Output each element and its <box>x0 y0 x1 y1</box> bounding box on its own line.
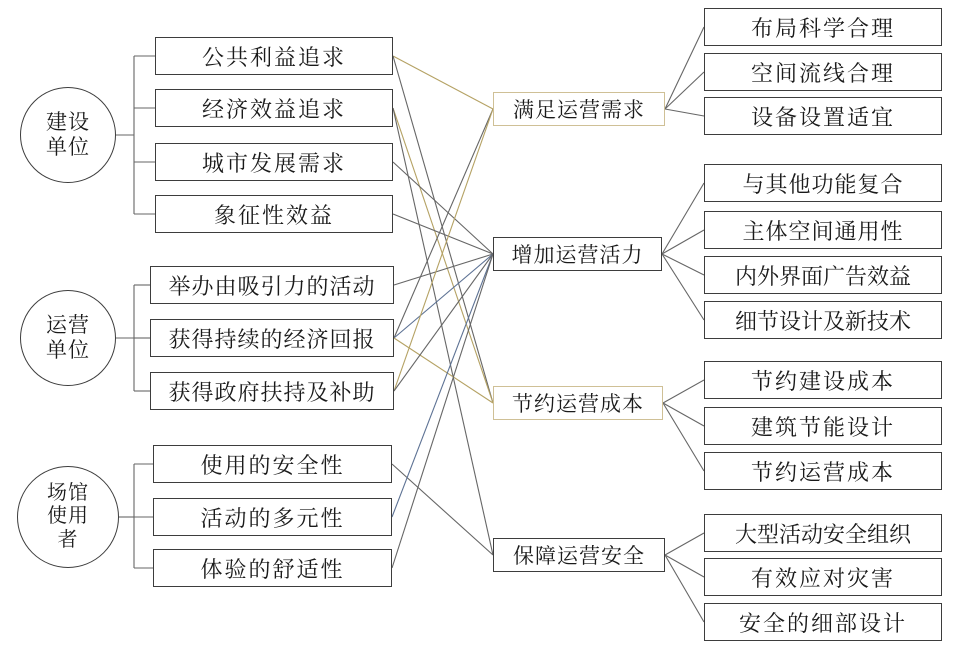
strategy-box-detail-technology: 细节设计及新技术 <box>704 301 942 339</box>
goal-box-meet-operation-needs: 满足运营需求 <box>493 92 665 126</box>
need-box-sustained-returns: 获得持续的经济回报 <box>150 319 394 357</box>
strategy-box-save-construction-cost: 节约建设成本 <box>704 361 942 399</box>
stakeholder-circle-jianshe <box>20 87 116 183</box>
edge-jingji-baozhang <box>393 108 493 555</box>
strategy-box-disaster-response: 有效应对灾害 <box>704 558 942 596</box>
edge-chixu-zengjia <box>394 254 493 338</box>
edge-duoyuan-zengjia <box>392 254 493 517</box>
fan-manzu-r_buju <box>665 27 704 109</box>
fan-zengjia-r_zhuti <box>662 230 704 254</box>
goal-box-ensure-safety: 保障运营安全 <box>493 538 665 572</box>
strategy-box-equipment: 设备设置适宜 <box>704 97 942 135</box>
stakeholder-label-line: 者 <box>57 528 79 551</box>
goal-box-increase-vitality: 增加运营活力 <box>493 237 662 271</box>
need-box-usage-safety: 使用的安全性 <box>153 445 392 483</box>
stakeholder-label-line: 建设 <box>46 110 90 135</box>
edge-zhengfu-manzu <box>394 109 493 391</box>
need-box-symbolic-benefit: 象征性效益 <box>155 195 393 233</box>
need-box-economic-benefit: 经济效益追求 <box>155 89 393 127</box>
strategy-box-safe-details: 安全的细部设计 <box>704 603 942 641</box>
strategy-box-ad-benefit: 内外界面广告效益 <box>704 256 942 294</box>
fan-jieyue-r_jieneng <box>663 403 704 426</box>
strategy-box-scientific-layout: 布局科学合理 <box>704 8 942 46</box>
stakeholder-label-line: 单位 <box>46 135 90 159</box>
strategy-box-circulation: 空间流线合理 <box>704 53 942 91</box>
strategy-box-event-safety-org: 大型活动安全组织 <box>704 514 942 552</box>
need-box-government-support: 获得政府扶持及补助 <box>150 372 394 410</box>
fan-baozhang-r_daxing <box>665 533 704 555</box>
strategy-box-versatile-space: 主体空间通用性 <box>704 211 942 249</box>
fan-jieyue-r_jianshecb <box>663 380 704 403</box>
fan-manzu-r_kongjian <box>665 72 704 109</box>
need-box-activity-diversity: 活动的多元性 <box>153 498 392 536</box>
stakeholder-circle-yunying <box>20 290 116 386</box>
stakeholder-circle-changguan <box>17 466 119 568</box>
fan-manzu-r_shebei <box>665 109 704 116</box>
fan-baozhang-r_anquan <box>665 555 704 622</box>
edge-gongyi-manzu <box>393 56 493 109</box>
need-box-attractive-events: 举办由吸引力的活动 <box>150 266 394 304</box>
stakeholder-label-line: 单位 <box>46 338 90 362</box>
fan-jieyue-r_yuncheng <box>663 403 704 471</box>
stakeholder-label-line: 运营 <box>46 313 90 338</box>
edge-chixu-manzu <box>394 109 493 338</box>
fan-zengjia-r_fuhe <box>662 183 704 254</box>
edge-shushi-zengjia <box>392 254 493 568</box>
need-box-city-development: 城市发展需求 <box>155 143 393 181</box>
goal-box-save-operation-cost: 节约运营成本 <box>493 386 663 420</box>
stakeholder-label-line: 场馆 <box>47 481 89 504</box>
strategy-box-save-operation-cost: 节约运营成本 <box>704 452 942 490</box>
strategy-box-energy-saving-design: 建筑节能设计 <box>704 407 942 445</box>
need-box-experience-comfort: 体验的舒适性 <box>153 549 392 587</box>
stakeholder-label-line: 使用 <box>47 505 89 528</box>
strategy-box-mixed-functions: 与其他功能复合 <box>704 164 942 202</box>
edge-xiangzheng-zengjia <box>393 214 493 254</box>
need-box-public-interest: 公共利益追求 <box>155 37 393 75</box>
edge-chengshi-zengjia <box>393 162 493 254</box>
